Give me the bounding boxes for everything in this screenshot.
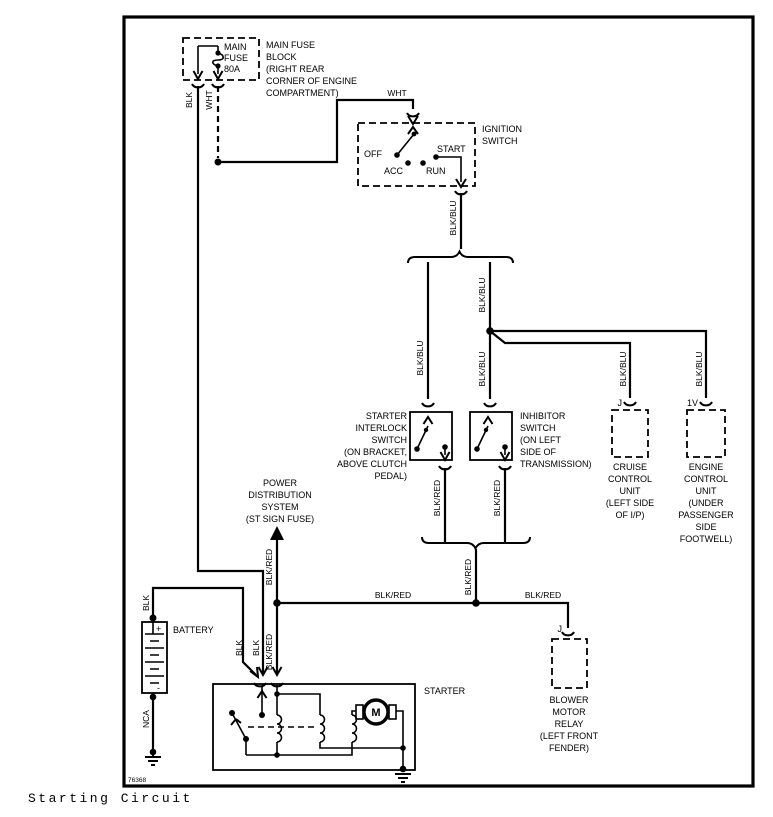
battery-minus: - (157, 683, 160, 693)
solenoid-coil (320, 715, 325, 742)
engine-note: ENGINE (688, 462, 724, 472)
cruise-note: OF I/P) (615, 510, 645, 520)
solenoid-coil (277, 715, 282, 742)
cruise-note: CONTROL (607, 474, 653, 484)
interlock-note: PEDAL) (374, 471, 407, 481)
position-start: START (437, 144, 466, 154)
engine-note: FOOTWELL) (679, 534, 733, 544)
switch-arm (397, 134, 414, 155)
wire-color-label: BLK/RED (264, 633, 274, 671)
wire-blkred-bus (264, 590, 574, 675)
power-distribution (246, 478, 314, 603)
wire-color-label: BLK/BLU (694, 351, 704, 387)
motor-brush (356, 705, 363, 719)
wire-color-label: BLK/BLU (477, 277, 487, 313)
cruise-note: (LEFT SIDE (605, 498, 655, 508)
wire-color-label: NCA (141, 710, 151, 728)
battery (141, 588, 258, 765)
main-fuse-block-note: (RIGHT REAR (266, 64, 325, 74)
inhibitor-note: TRANSMISSION) (520, 459, 592, 469)
connector-arc (624, 402, 636, 405)
interlock-note: (ON BRACKET, (343, 447, 407, 457)
wire-color-label: BLK/RED (374, 590, 412, 600)
wire-color-label: BLK/BLU (618, 351, 628, 387)
engine-note: SIDE (695, 522, 717, 532)
interlock-note: STARTER (365, 411, 407, 421)
main-fuse-block-note: COMPARTMENT) (266, 88, 339, 98)
connector-pin-label: J (617, 398, 622, 408)
starter-label: STARTER (424, 686, 466, 696)
interlock-note: INTERLOCK (355, 423, 407, 433)
contact-off (394, 152, 400, 158)
wire-color-label: WHT (387, 88, 407, 98)
connector-pin-label: 1V (686, 398, 698, 408)
blower-note: (LEFT FRONT (539, 731, 599, 741)
split-brace (408, 252, 513, 264)
wire-color-label: BLK/RED (524, 590, 562, 600)
connector-pin-label: J (557, 624, 562, 634)
main-fuse-block (183, 38, 357, 98)
blower-motor-relay (540, 624, 599, 753)
main-fuse-block-note: BLOCK (266, 52, 297, 62)
up-arrow (270, 526, 284, 540)
battery-label: BATTERY (173, 625, 214, 635)
engine-note: PASSENGER (678, 510, 734, 520)
inhibitor-note: INHIBITOR (520, 411, 566, 421)
main-fuse-block-note: CORNER OF ENGINE (266, 76, 358, 86)
power-dist-note: DISTRIBUTION (248, 490, 312, 500)
wire-color-label: BLK/BLU (477, 351, 487, 387)
switch-arm-arrow (424, 417, 433, 424)
ground-symbol (395, 766, 411, 782)
cruise-note: UNIT (619, 486, 641, 496)
wire-color-label: WHT (204, 90, 214, 110)
cruise-control-box (612, 410, 648, 457)
battery-plates (145, 634, 164, 683)
blower-note: FENDER) (549, 743, 589, 753)
position-run: RUN (426, 166, 446, 176)
wire-color-label: BLK/RED (463, 558, 473, 596)
starter-interlock-switch (337, 411, 452, 481)
merge-brace (422, 537, 530, 549)
starter (213, 683, 466, 782)
inhibitor-switch (470, 411, 592, 469)
ignition-switch (358, 123, 522, 194)
fuse-label: MAIN (224, 42, 247, 52)
wire-color-label: BLK/BLU (415, 340, 425, 376)
wire-color-label: BLK (184, 91, 194, 109)
ignition-switch-name: SWITCH (482, 136, 518, 146)
battery-plus: + (156, 624, 162, 634)
interlock-note: ABOVE CLUTCH (336, 459, 407, 469)
inhibitor-note: SWITCH (520, 423, 556, 433)
connector-arc (700, 402, 712, 405)
wire-color-label: BLK (141, 594, 151, 612)
inhibitor-note: (ON LEFT (520, 435, 562, 445)
engine-note: UNIT (695, 486, 717, 496)
wire-color-label: BLK (234, 639, 244, 657)
interlock-note: SWITCH (371, 435, 407, 445)
power-dist-note: (ST SIGN FUSE) (245, 514, 315, 524)
position-acc: ACC (384, 166, 404, 176)
wire-blk-from-fuse (184, 86, 268, 675)
connector-arc (422, 403, 434, 406)
ignition-switch-name: IGNITION (482, 124, 522, 134)
wire-blkred-merge (422, 468, 530, 603)
switch-arm (232, 713, 246, 739)
blower-relay-box (552, 639, 587, 688)
wire-color-label: BLK (251, 639, 261, 657)
engine-note: (UNDER (688, 498, 724, 508)
blower-note: RELAY (554, 719, 584, 729)
fuse-label: FUSE (224, 53, 249, 63)
power-dist-note: SYSTEM (261, 502, 299, 512)
contact-acc (405, 160, 411, 166)
engine-control-box (687, 410, 725, 457)
wire-color-label: BLK/RED (492, 479, 502, 517)
connector-arc (484, 403, 496, 406)
motor-m: M (371, 707, 381, 719)
motor-brush (389, 705, 396, 719)
connector-arc (562, 632, 574, 635)
diagram-caption: Starting Circuit (28, 791, 193, 806)
cruise-control-unit (606, 398, 654, 520)
ground-symbol (145, 749, 161, 765)
main-fuse-block-note: MAIN FUSE (266, 40, 316, 50)
figure-number: 76368 (128, 777, 147, 784)
wire-color-label: BLK/RED (264, 548, 274, 586)
engine-control-unit (678, 398, 734, 544)
diagram-frame (124, 17, 753, 786)
blower-note: BLOWER (549, 695, 589, 705)
engine-note: CONTROL (683, 474, 729, 484)
blower-note: MOTOR (552, 707, 586, 717)
position-off: OFF (364, 149, 382, 159)
wire-color-label: BLK/BLU (448, 200, 458, 236)
switch-arm-arrow (484, 417, 493, 424)
power-dist-note: POWER (262, 478, 298, 488)
wire-blkblu-split (408, 193, 712, 406)
fuse-label: 80A (224, 64, 241, 74)
inhibitor-note: SIDE OF (520, 447, 557, 457)
cruise-note: CRUISE (612, 462, 648, 472)
contact-run (420, 160, 426, 166)
wire-color-label: BLK/RED (432, 479, 442, 517)
